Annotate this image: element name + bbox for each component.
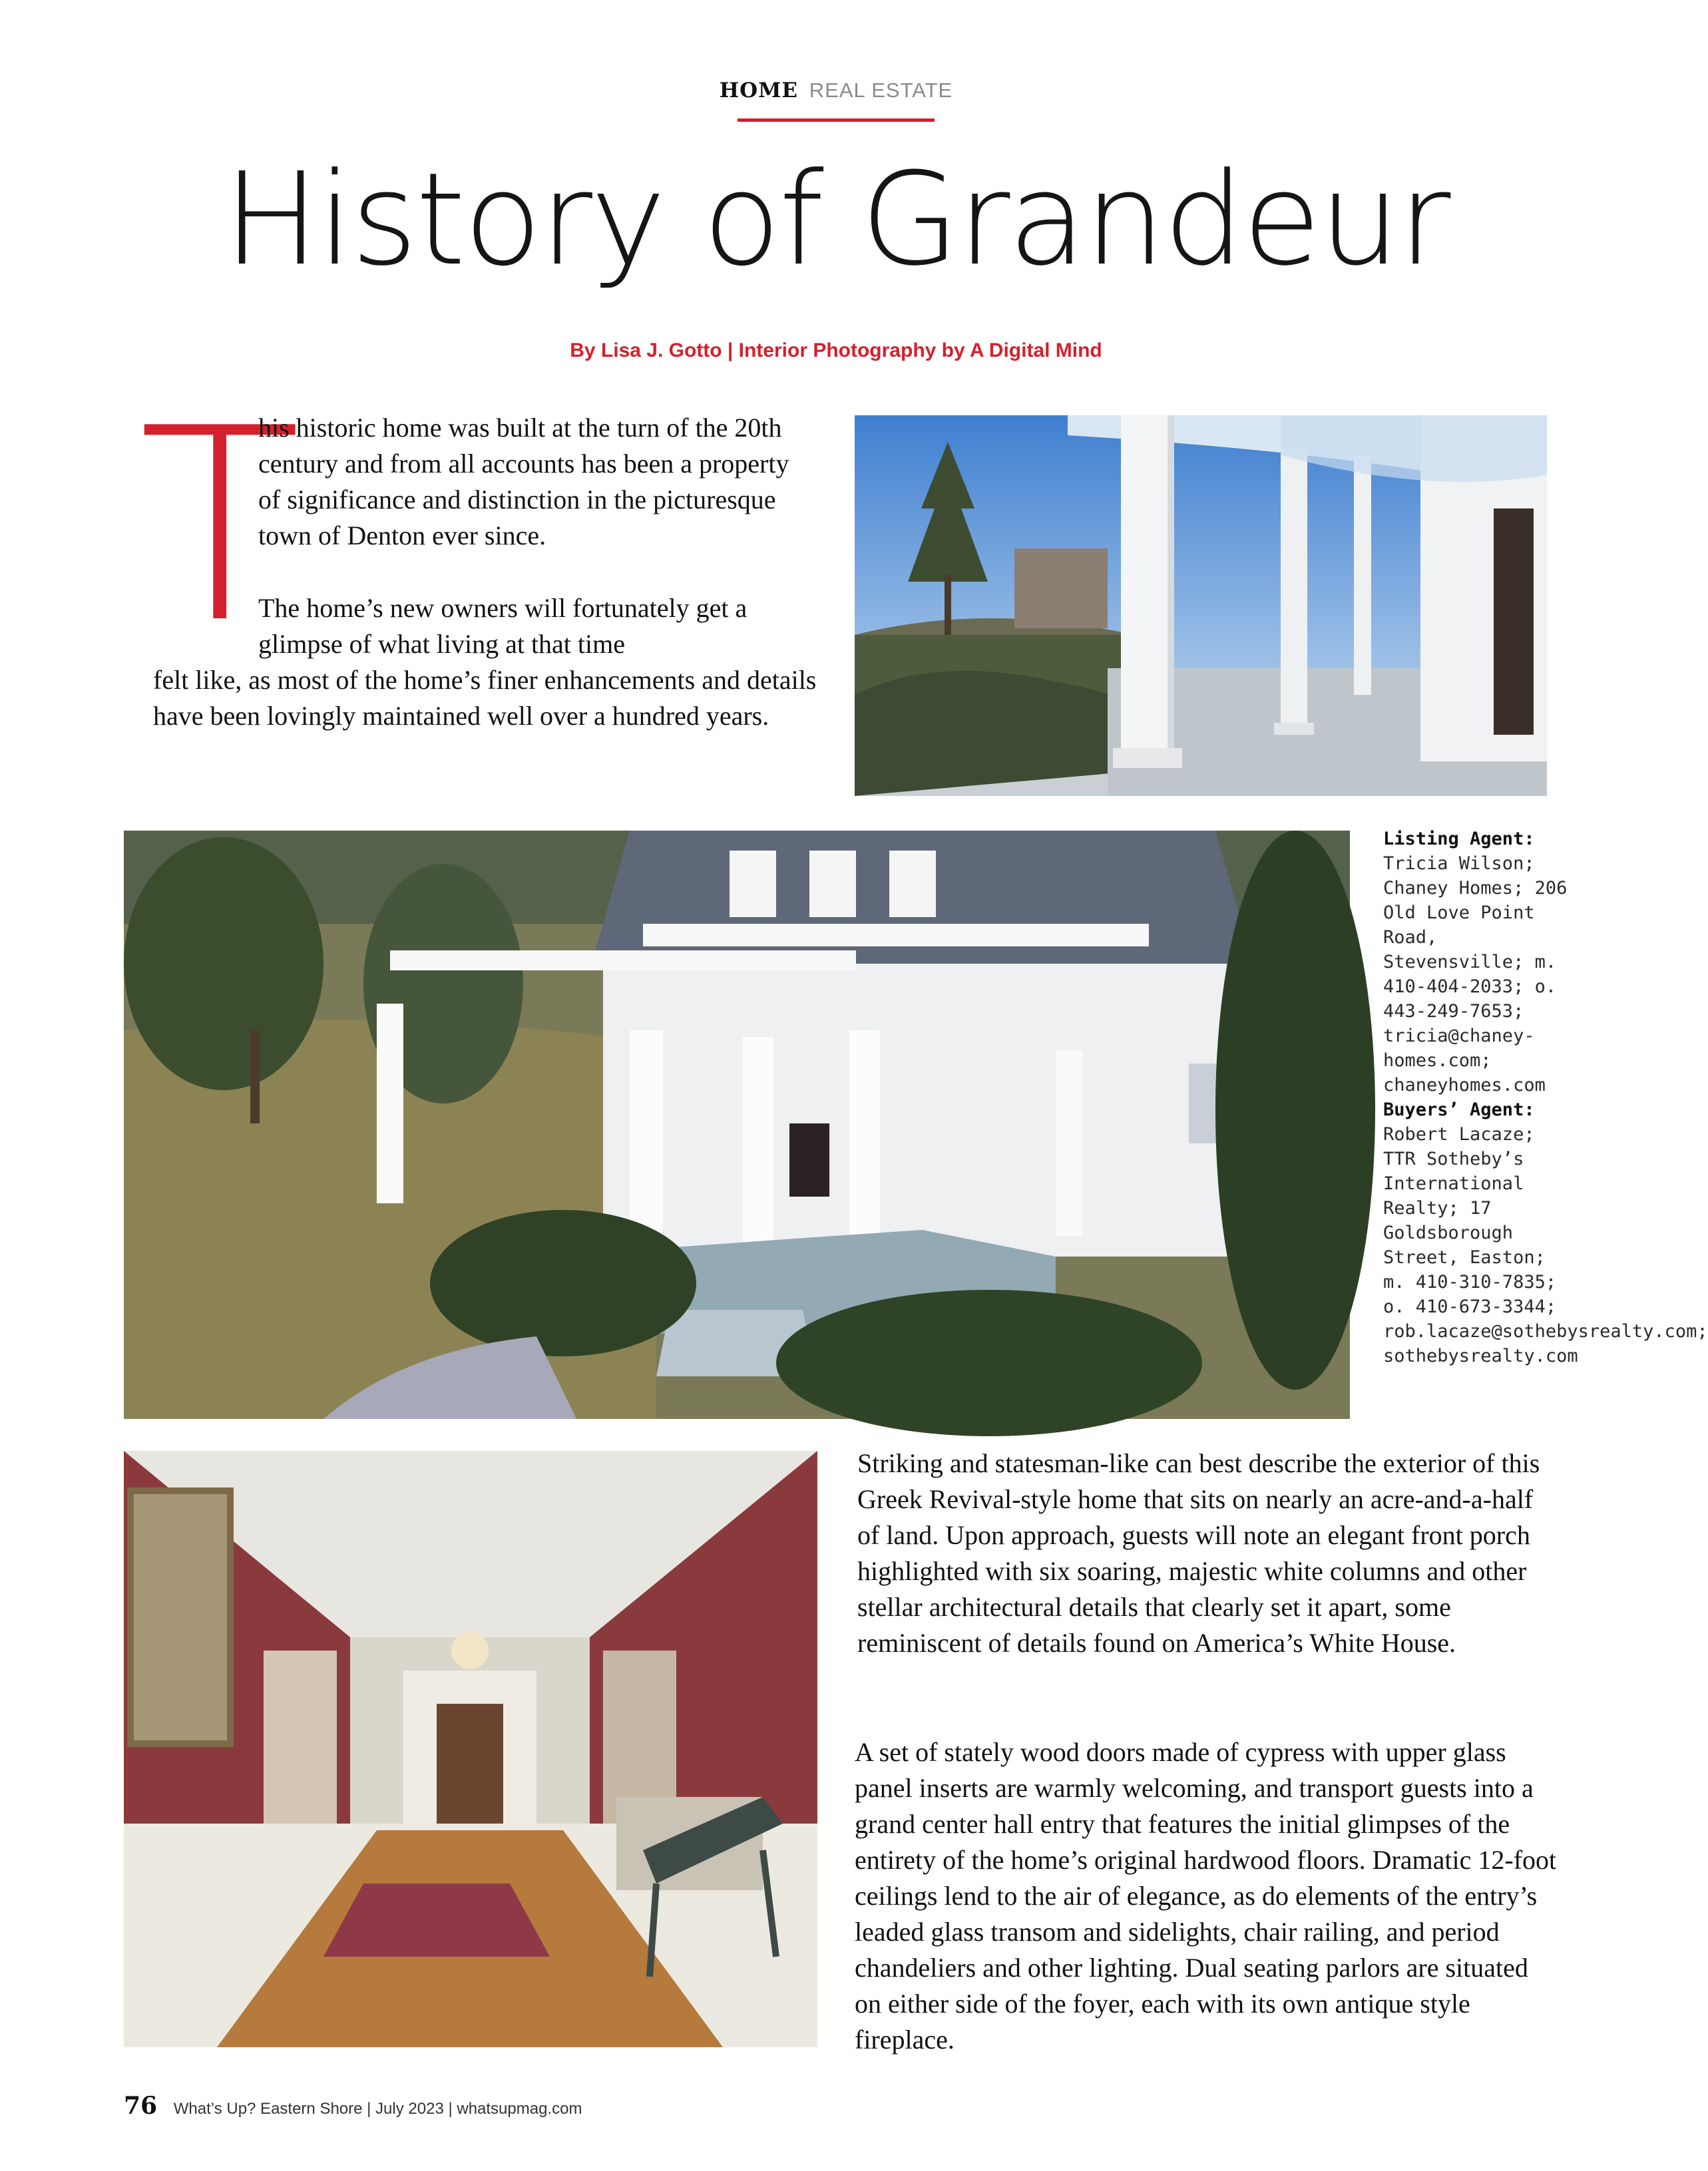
section-main: HOME (719, 79, 799, 102)
intro-paragraph: his historic home was built at the turn of the 20th century and from all accounts has been a property of significance and distinction in the picturesque town of Denton ever since. (258, 413, 789, 550)
listing-agent-text: Tricia Wilson; Chaney Homes; 206 Old Love Point Road, Stevensville; m. 410-404-2033; o. 443-249-7653; tricia@chaney-homes.com; chaneyhomes.com (1383, 853, 1568, 1095)
buyers-agent-text: Robert Lacaze; TTR Sotheby’s International Realty; 17 Goldsborough Street, Easton; m. 410-310-7835; o. 410-673-3344; rob.lacaze@sothebysrealty.com; sothebysrealty.com (1383, 1124, 1708, 1366)
drop-cap: T (138, 372, 302, 682)
footer-text: What’s Up? Eastern Shore | July 2023 | whatsupmag.com (173, 2100, 582, 2118)
article-title: History of Grandeur (223, 146, 1449, 294)
exterior-paragraph: Striking and statesman-like can best describe the exterior of this Greek Revival-style home that sits on nearly an acre-and-a-half of land. Upon approach, guests will note an elegant front porch highlighted with six soaring, majestic white columns and other stellar architectural details that clearly set it apart, some reminiscent of details found on America’s White House. (857, 1448, 1540, 1658)
byline: By Lisa J. Gotto | Interior Photography by A Digital Mind (570, 339, 1102, 361)
second-paragraph-rest: felt like, as most of the home’s finer enhancements and details have been lovingly maintained well over a hundred years. (153, 665, 817, 731)
agent-info (1383, 827, 1708, 1368)
house-exterior-photo (124, 831, 1350, 1419)
section-label (0, 79, 1672, 102)
entry-paragraph: A set of stately wood doors made of cypress with upper glass panel inserts are warmly welcoming, and transport guests into a grand center hall entry that features the initial glimpses of the entirety of the home’s original hardwood floors. Dramatic 12-foot ceilings lend to the air of elegance, as do elements of the entry’s leaded glass transom and sidelights, chair railing, and period chandeliers and other lighting. Dual seating parlors are situated on either side of the foyer, each with its own antique style fireplace. (855, 1737, 1557, 2055)
second-paragraph-start: The home’s new owners will fortunately get a glimpse of what living at that time (258, 593, 747, 659)
section-rule (738, 118, 935, 122)
buyers-agent-label: Buyers’ Agent: (1383, 1099, 1535, 1120)
section-sub: REAL ESTATE (809, 79, 953, 102)
listing-agent-label: Listing Agent: (1383, 829, 1535, 849)
page-footer (124, 2092, 582, 2120)
hallway-photo (124, 1451, 817, 2047)
page-number: 76 (124, 2092, 158, 2120)
porch-photo (855, 415, 1547, 796)
